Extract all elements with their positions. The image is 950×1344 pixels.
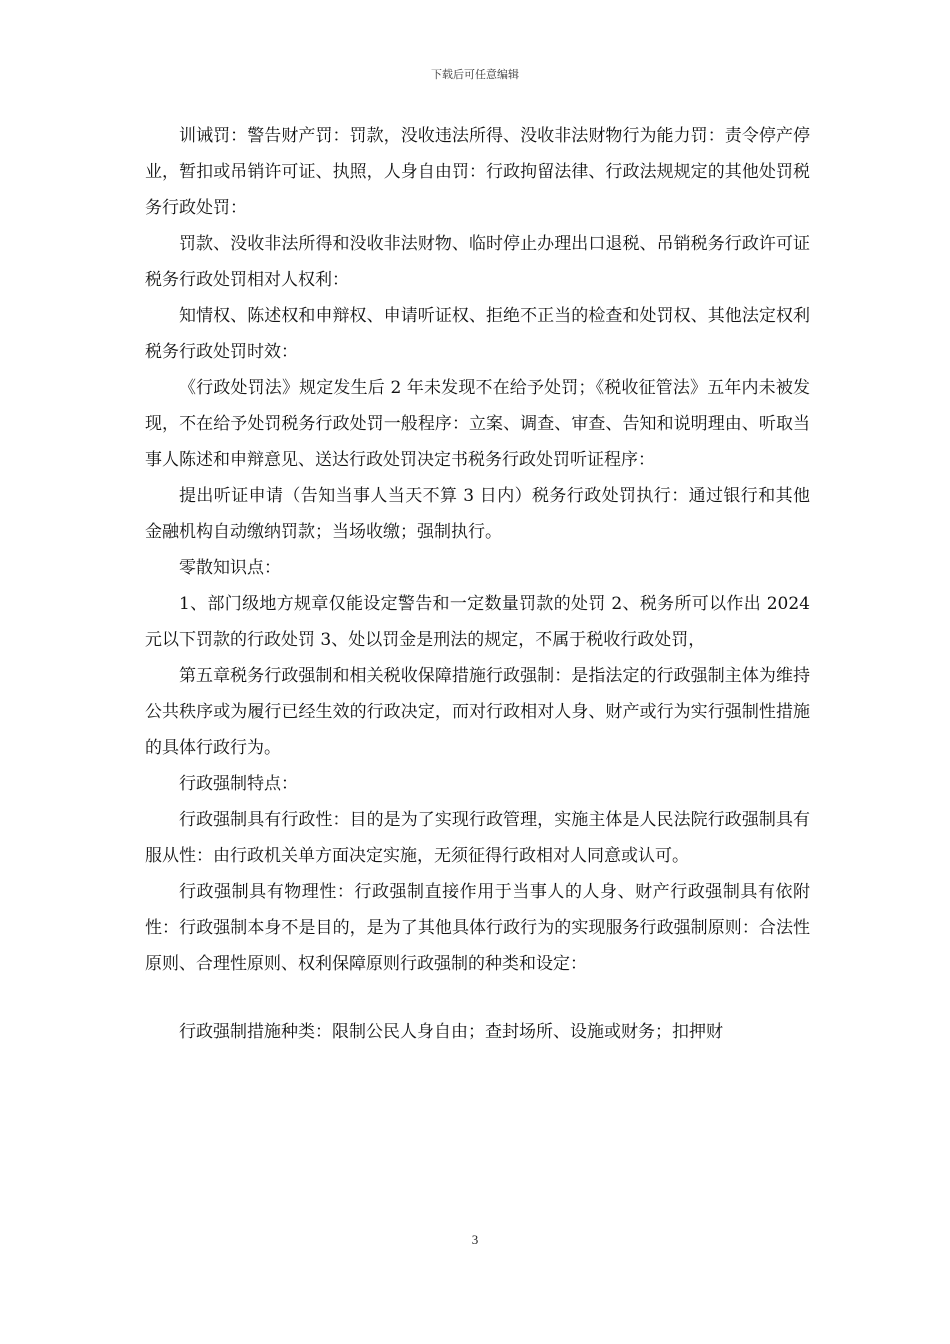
page-header: 下载后可任意编辑: [431, 68, 519, 81]
paragraph: 1、部门级地方规章仅能设定警告和一定数量罚款的处罚 2、税务所可以作出 2024 元以下罚款的行政处罚 3、处以罚金是刑法的规定，不属于税收行政处罚，: [145, 594, 810, 650]
paragraph: 行政强制措施种类：限制公民人身自由；查封场所、设施或财务；扣押财: [179, 1022, 723, 1042]
paragraph: 行政强制具有物理性：行政强制直接作用于当事人的人身、财产行政强制具有依附性：行政强制本身不是目的，是为了其他具体行政行为的实现服务行政强制原则：合法性原则、合理性原则、权利保障原则行政强制的种类和设定：: [145, 882, 810, 974]
paragraph: 《行政处罚法》规定发生后 2 年未发现不在给予处罚；《税收征管法》五年内未被发现，不在给予处罚税务行政处罚一般程序：立案、调查、审查、告知和说明理由、听取当事人陈述和申辩意见、送达行政处罚决定书税务行政处罚听证程序：: [145, 378, 810, 470]
paragraph: 知情权、陈述权和申辩权、申请听证权、拒绝不正当的检查和处罚权、其他法定权利税务行政处罚时效：: [145, 306, 810, 362]
paragraph: 第五章税务行政强制和相关税收保障措施行政强制：是指法定的行政强制主体为维持公共秩序或为履行已经生效的行政决定，而对行政相对人身、财产或行为实行强制性措施的具体行政行为。: [145, 666, 810, 758]
paragraph: 零散知识点：: [179, 558, 281, 578]
paragraph: 行政强制特点：: [179, 774, 298, 794]
paragraph: 罚款、没收非法所得和没收非法财物、临时停止办理出口退税、吊销税务行政许可证税务行政处罚相对人权利：: [145, 234, 810, 290]
page-number: 3: [471, 1232, 479, 1247]
document-body: [145, 118, 810, 1050]
paragraph: 行政强制具有行政性：目的是为了实现行政管理，实施主体是人民法院行政强制具有服从性：由行政机关单方面决定实施，无须征得行政相对人同意或认可。: [145, 810, 810, 866]
paragraph: 提出听证申请（告知当事人当天不算 3 日内）税务行政处罚执行：通过银行和其他金融机构自动缴纳罚款；当场收缴；强制执行。: [145, 486, 810, 542]
paragraph: 训诫罚：警告财产罚：罚款，没收违法所得、没收非法财物行为能力罚：责令停产停业，暂扣或吊销许可证、执照，人身自由罚：行政拘留法律、行政法规规定的其他处罚税务行政处罚：: [145, 126, 810, 218]
